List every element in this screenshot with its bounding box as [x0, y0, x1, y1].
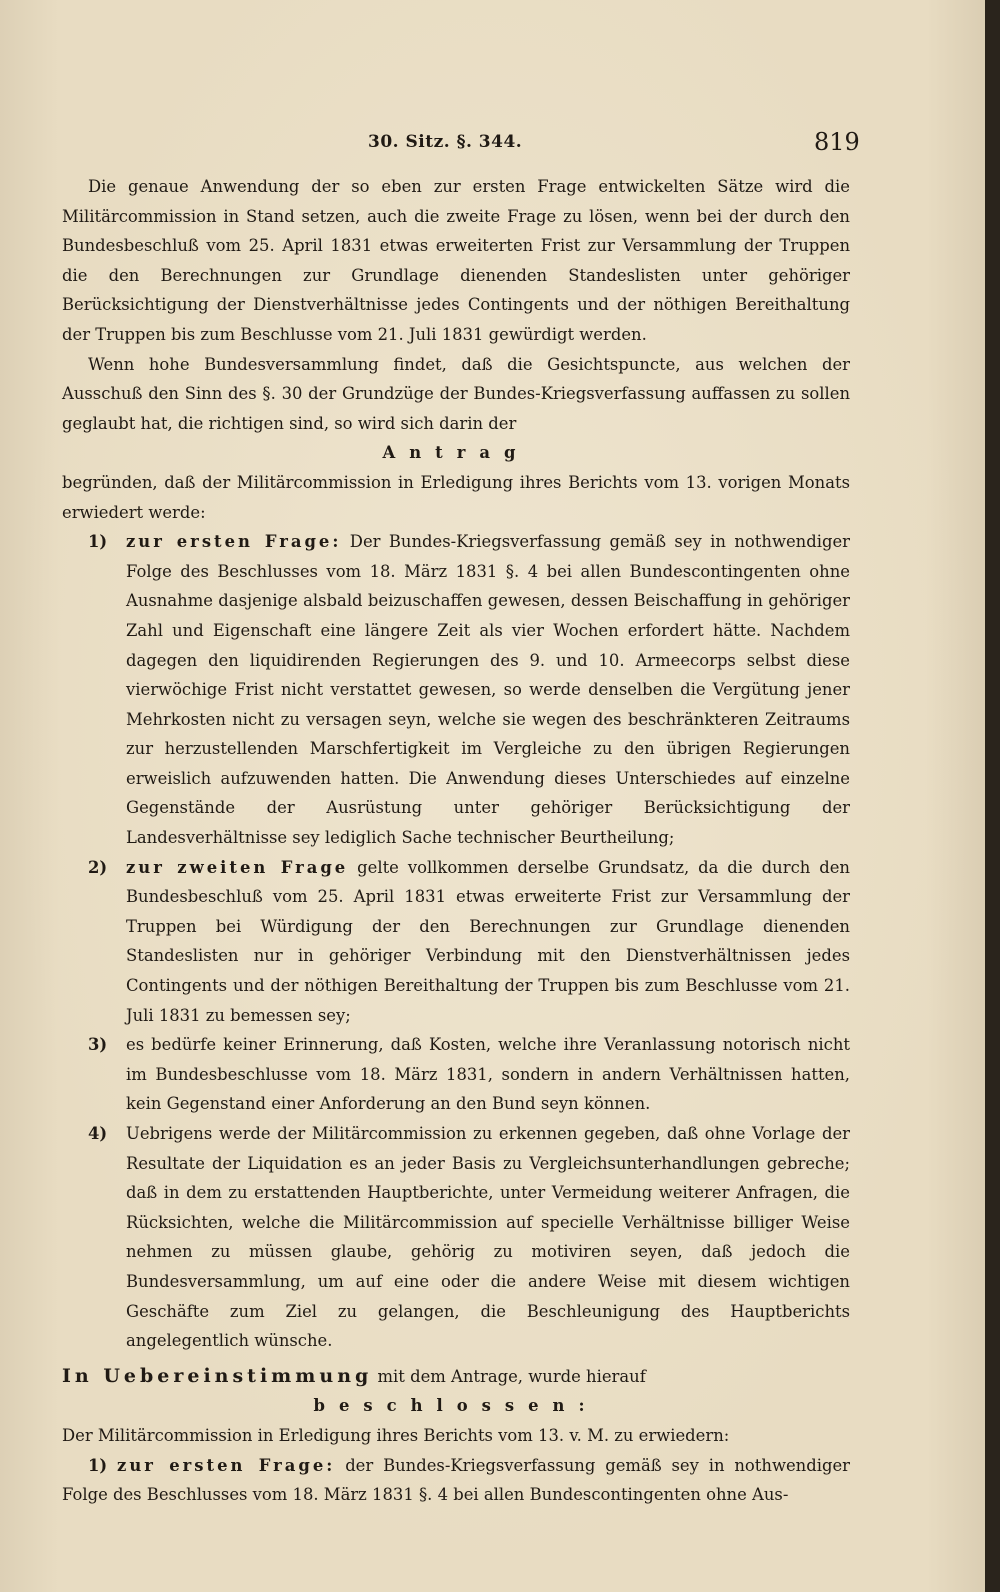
- item-text: der Bundes-Kriegsverfassung gemäß sey in nothwendiger Folge des Beschlusses vom 18. März 1831 §. 4 bei allen Bundescontingenten ohne Aus-: [62, 1455, 850, 1505]
- item-text: Der Bundes-Kriegsverfassung gemäß sey in nothwendiger Folge des Beschlusses vom 18. März 1831 §. 4 bei allen Bundescontingenten ohne Ausnahme dasjenige alsbald beizuschaffen gewesen, dessen Beischaffung in gehöriger Zahl und Eigenschaft eine längere Zeit als vier Wochen erfordert hätte. Nachdem dagegen den liquidirenden Regierungen des 9. und 10. Armeecorps selbst diese vierwöchige Frist nicht verstattet gewesen, so werde denselben die Vergütung jener Mehrkosten nicht zu versagen seyn, welche sie wegen des beschränkteren Zeitraums zur herzustellenden Marschfertigkeit im Vergleiche zu den übrigen Regierungen erweislich aufzuwenden hatten. Die Anwendung dieses Unterschiedes auf einzelne Gegenstände der Ausrüstung unter gehöriger Berücksichtigung der Landesverhältnisse sey lediglich Sache technischer Beurtheilung;: [126, 532, 850, 848]
- beschlossen-heading: beschlossen:: [313, 1396, 599, 1416]
- paragraph-antrag-body: begründen, daß der Militärcommission in Erledigung ihres Berichts vom 13. vorigen Monats erwiedert werde:: [62, 472, 850, 522]
- item-lead: zur zweiten Frage: [126, 857, 349, 877]
- resolution-text: mit dem Antrage, wurde hierauf: [372, 1366, 646, 1386]
- paragraph-assessment: Wenn hohe Bundesversammlung findet, daß die Gesichtspuncte, aus welchen der Ausschuß den Sinn des §. 30 der Grundzüge der Bundes-Kriegsverfassung auffassen zu sollen geglaubt hat, die richtigen sind, so wird sich darin der: [62, 354, 850, 433]
- item-number: 1): [88, 1455, 108, 1475]
- item-text: es bedürfe keiner Erinnerung, daß Kosten, welche ihre Veranlassung notorisch nicht im Bundesbeschlusse vom 18. März 1831, sondern in andern Verhältnissen hatten, kein Gegenstand einer Anforderung an den Bund seyn können.: [126, 1035, 850, 1114]
- page-number: 819: [814, 128, 860, 156]
- item-lead: zur ersten Frage:: [117, 1455, 336, 1475]
- item-text: gelte vollkommen derselbe Grundsatz, da die durch den Bundesbeschluß vom 25. April 1831 etwas erweiterte Frist zur Versammlung der Truppen bei Würdigung der den Berechnungen zur Grundlage dienenden Standeslisten nur in gehöriger Verbindung mit den Dienstverhältnissen jedes Contingents und der nöthigen Bereithaltung der Truppen bis zum Beschlusse vom 21. Juli 1831 zu bemessen sey;: [126, 857, 850, 1025]
- resolution-lead: In Uebereinstimmung: [62, 1364, 373, 1387]
- item-number: 1): [88, 532, 108, 552]
- paragraph-intro: Die genaue Anwendung der so eben zur ersten Frage entwickelten Sätze wird die Militärcommission in Stand setzen, auch die zweite Frage zu lösen, wenn bei der durch den Bundesbeschluß vom 25. April 1831 etwas erweiterten Frist zur Versammlung der Truppen die den Berechnungen zur Grundlage dienenden Standeslisten unter gehöriger Berücksichtigung der Dienstverhältnisse jedes Contingents und der nöthigen Bereithaltung der Truppen bis zum Beschlusse vom 21. Juli 1831 gewürdigt werden.: [62, 177, 850, 344]
- page-header: [0, 128, 985, 168]
- list-item: [62, 1119, 850, 1356]
- item-text: Uebrigens werde der Militärcommission zu erkennen gegeben, daß ohne Vorlage der Resultate der Liquidation es an jeder Basis zu Vergleichsunterhandlungen gebreche; daß in dem zu erstattenden Hauptberichte, unter Vermeidung weiterer Anfragen, die Rücksichten, welche die Militärcommission auf specielle Verhältnisse billiger Weise nehmen zu müssen glaube, gehörig zu motiviren seyen, daß jedoch die Bundesversammlung, um auf eine oder die andere Weise mit diesem wichtigen Geschäfte zum Ziel zu gelangen, die Beschleunigung des Hauptberichts angelegentlich wünsche.: [126, 1124, 850, 1351]
- item-number: 2): [88, 857, 108, 877]
- list-item: [62, 527, 850, 853]
- item-lead: zur ersten Frage:: [126, 532, 342, 552]
- scan-edge: [985, 0, 1000, 1592]
- list-item: [62, 853, 850, 1031]
- resolution-item: [62, 1451, 850, 1510]
- resolution-line: [62, 1362, 850, 1392]
- resolution-body: Der Militärcommission in Erledigung ihres Berichts vom 13. v. M. zu erwiedern:: [62, 1425, 730, 1445]
- running-title: 30. Sitz. §. 344.: [368, 132, 523, 152]
- list-item: [62, 1030, 850, 1119]
- antrag-heading: Antrag: [382, 443, 530, 463]
- item-number: 4): [88, 1124, 108, 1143]
- page-body: [62, 172, 850, 1510]
- item-number: 3): [88, 1035, 108, 1055]
